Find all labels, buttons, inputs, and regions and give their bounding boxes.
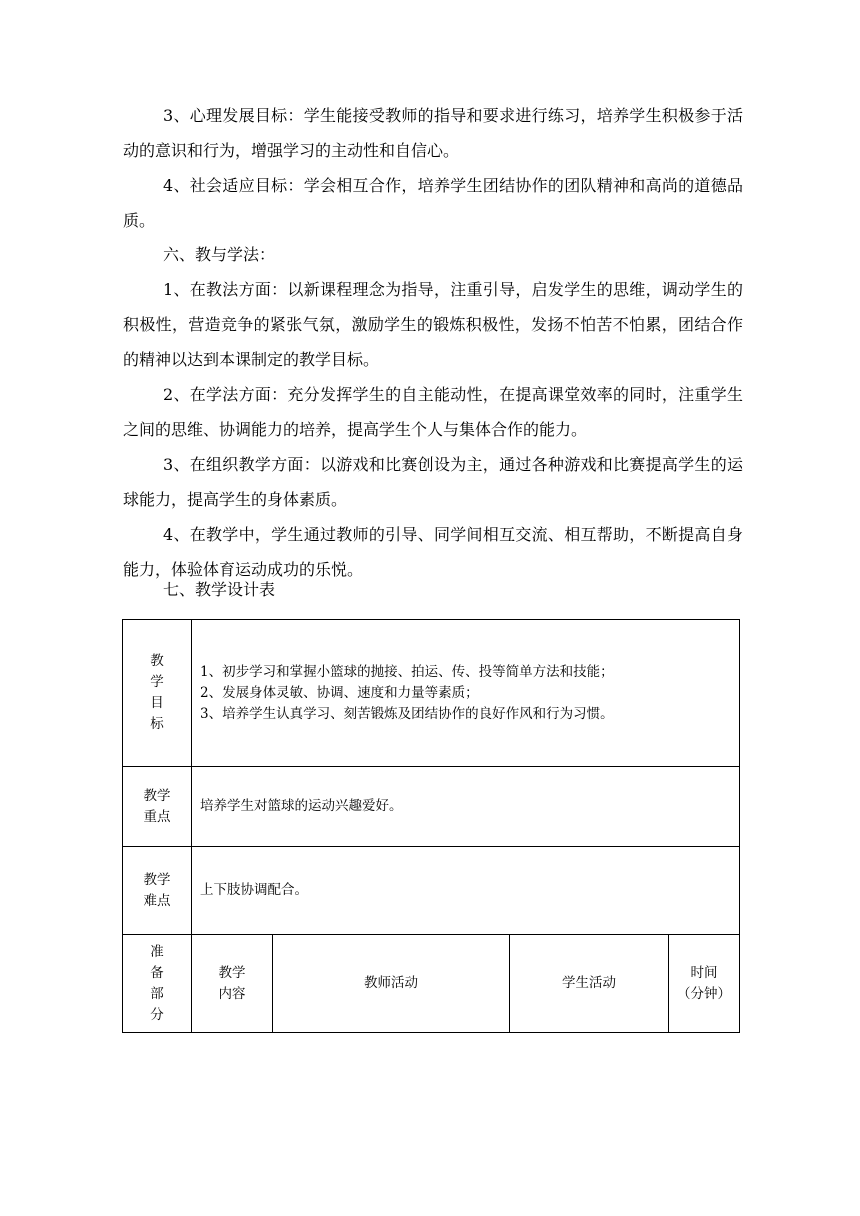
header-time-line-1: 时间 (690, 964, 718, 981)
heading-teaching-methods: 六、教与学法： (163, 245, 276, 264)
diff-label-line-2: 难点 (143, 892, 171, 909)
header-time-cell (669, 935, 740, 1033)
goals-label: 教学目标 (150, 653, 164, 732)
table-row-difficulties (123, 847, 740, 935)
diff-label-line-1: 教学 (143, 871, 171, 888)
header-teacher: 教师活动 (364, 975, 418, 991)
goal-item-2: 2、发展身体灵敏、协调、速度和力量等素质； (200, 684, 479, 701)
goals-label-cell (123, 620, 192, 767)
key-content-cell (192, 767, 740, 847)
paragraph-social-goal: 4、社会适应目标：学会相互合作，培养学生团结协作的团队精神和高尚的道德品质。 (123, 176, 743, 230)
table-row-prep-header (123, 935, 740, 1033)
goals-content-cell (192, 620, 740, 767)
header-teacher-cell (273, 935, 510, 1033)
table-row-goals (123, 620, 740, 767)
header-content-cell (192, 935, 273, 1033)
diff-text: 上下肢协调配合。 (200, 882, 308, 898)
paragraph-learning-method: 2、在学法方面：充分发挥学生的自主能动性，在提高课堂效率的同时，注重学生之间的思维、协调能力的培养，提高学生个人与集体合作的能力。 (123, 385, 743, 439)
header-time-line-2: （分钟） (677, 985, 732, 1002)
key-label-line-1: 教学 (143, 787, 171, 804)
diff-content-cell (192, 847, 740, 935)
header-student-cell (510, 935, 669, 1033)
prep-label-cell (123, 935, 192, 1033)
key-label-cell (123, 767, 192, 847)
paragraph-organization: 3、在组织教学方面：以游戏和比赛创设为主，通过各种游戏和比赛提高学生的运球能力，提高学生的身体素质。 (123, 455, 743, 509)
goal-item-3: 3、培养学生认真学习、刻苦锻炼及团结协作的良好作风和行为习惯。 (200, 705, 614, 722)
prep-label: 准备部分 (150, 943, 164, 1023)
key-label-line-2: 重点 (143, 808, 171, 825)
header-student: 学生活动 (562, 975, 616, 991)
paragraph-teaching-method: 1、在教法方面：以新课程理念为指导，注重引导，启发学生的思维，调动学生的积极性，营造竞争的紧张气氛，激励学生的锻炼积极性，发扬不怕苦不怕累，团结合作的精神以达到本课制定的教学目标。 (123, 280, 743, 369)
diff-label-cell (123, 847, 192, 935)
teaching-design-table (122, 619, 740, 1033)
header-content-line-1: 教学 (218, 964, 246, 981)
paragraph-in-teaching: 4、在教学中，学生通过教师的引导、同学间相互交流、相互帮助，不断提高自身能力，体验体育运动成功的乐悦。 (123, 525, 743, 579)
key-text: 培养学生对篮球的运动兴趣爱好。 (200, 798, 403, 814)
goal-item-1: 1、初步学习和掌握小篮球的抛接、拍运、传、投等简单方法和技能； (200, 663, 614, 680)
paragraph-psych-goal: 3、心理发展目标：学生能接受教师的指导和要求进行练习，培养学生积极参于活动的意识和行为，增强学习的主动性和自信心。 (123, 106, 743, 160)
table-row-key-points (123, 767, 740, 847)
heading-design-table: 七、教学设计表 (163, 580, 276, 599)
header-content-line-2: 内容 (218, 985, 246, 1002)
